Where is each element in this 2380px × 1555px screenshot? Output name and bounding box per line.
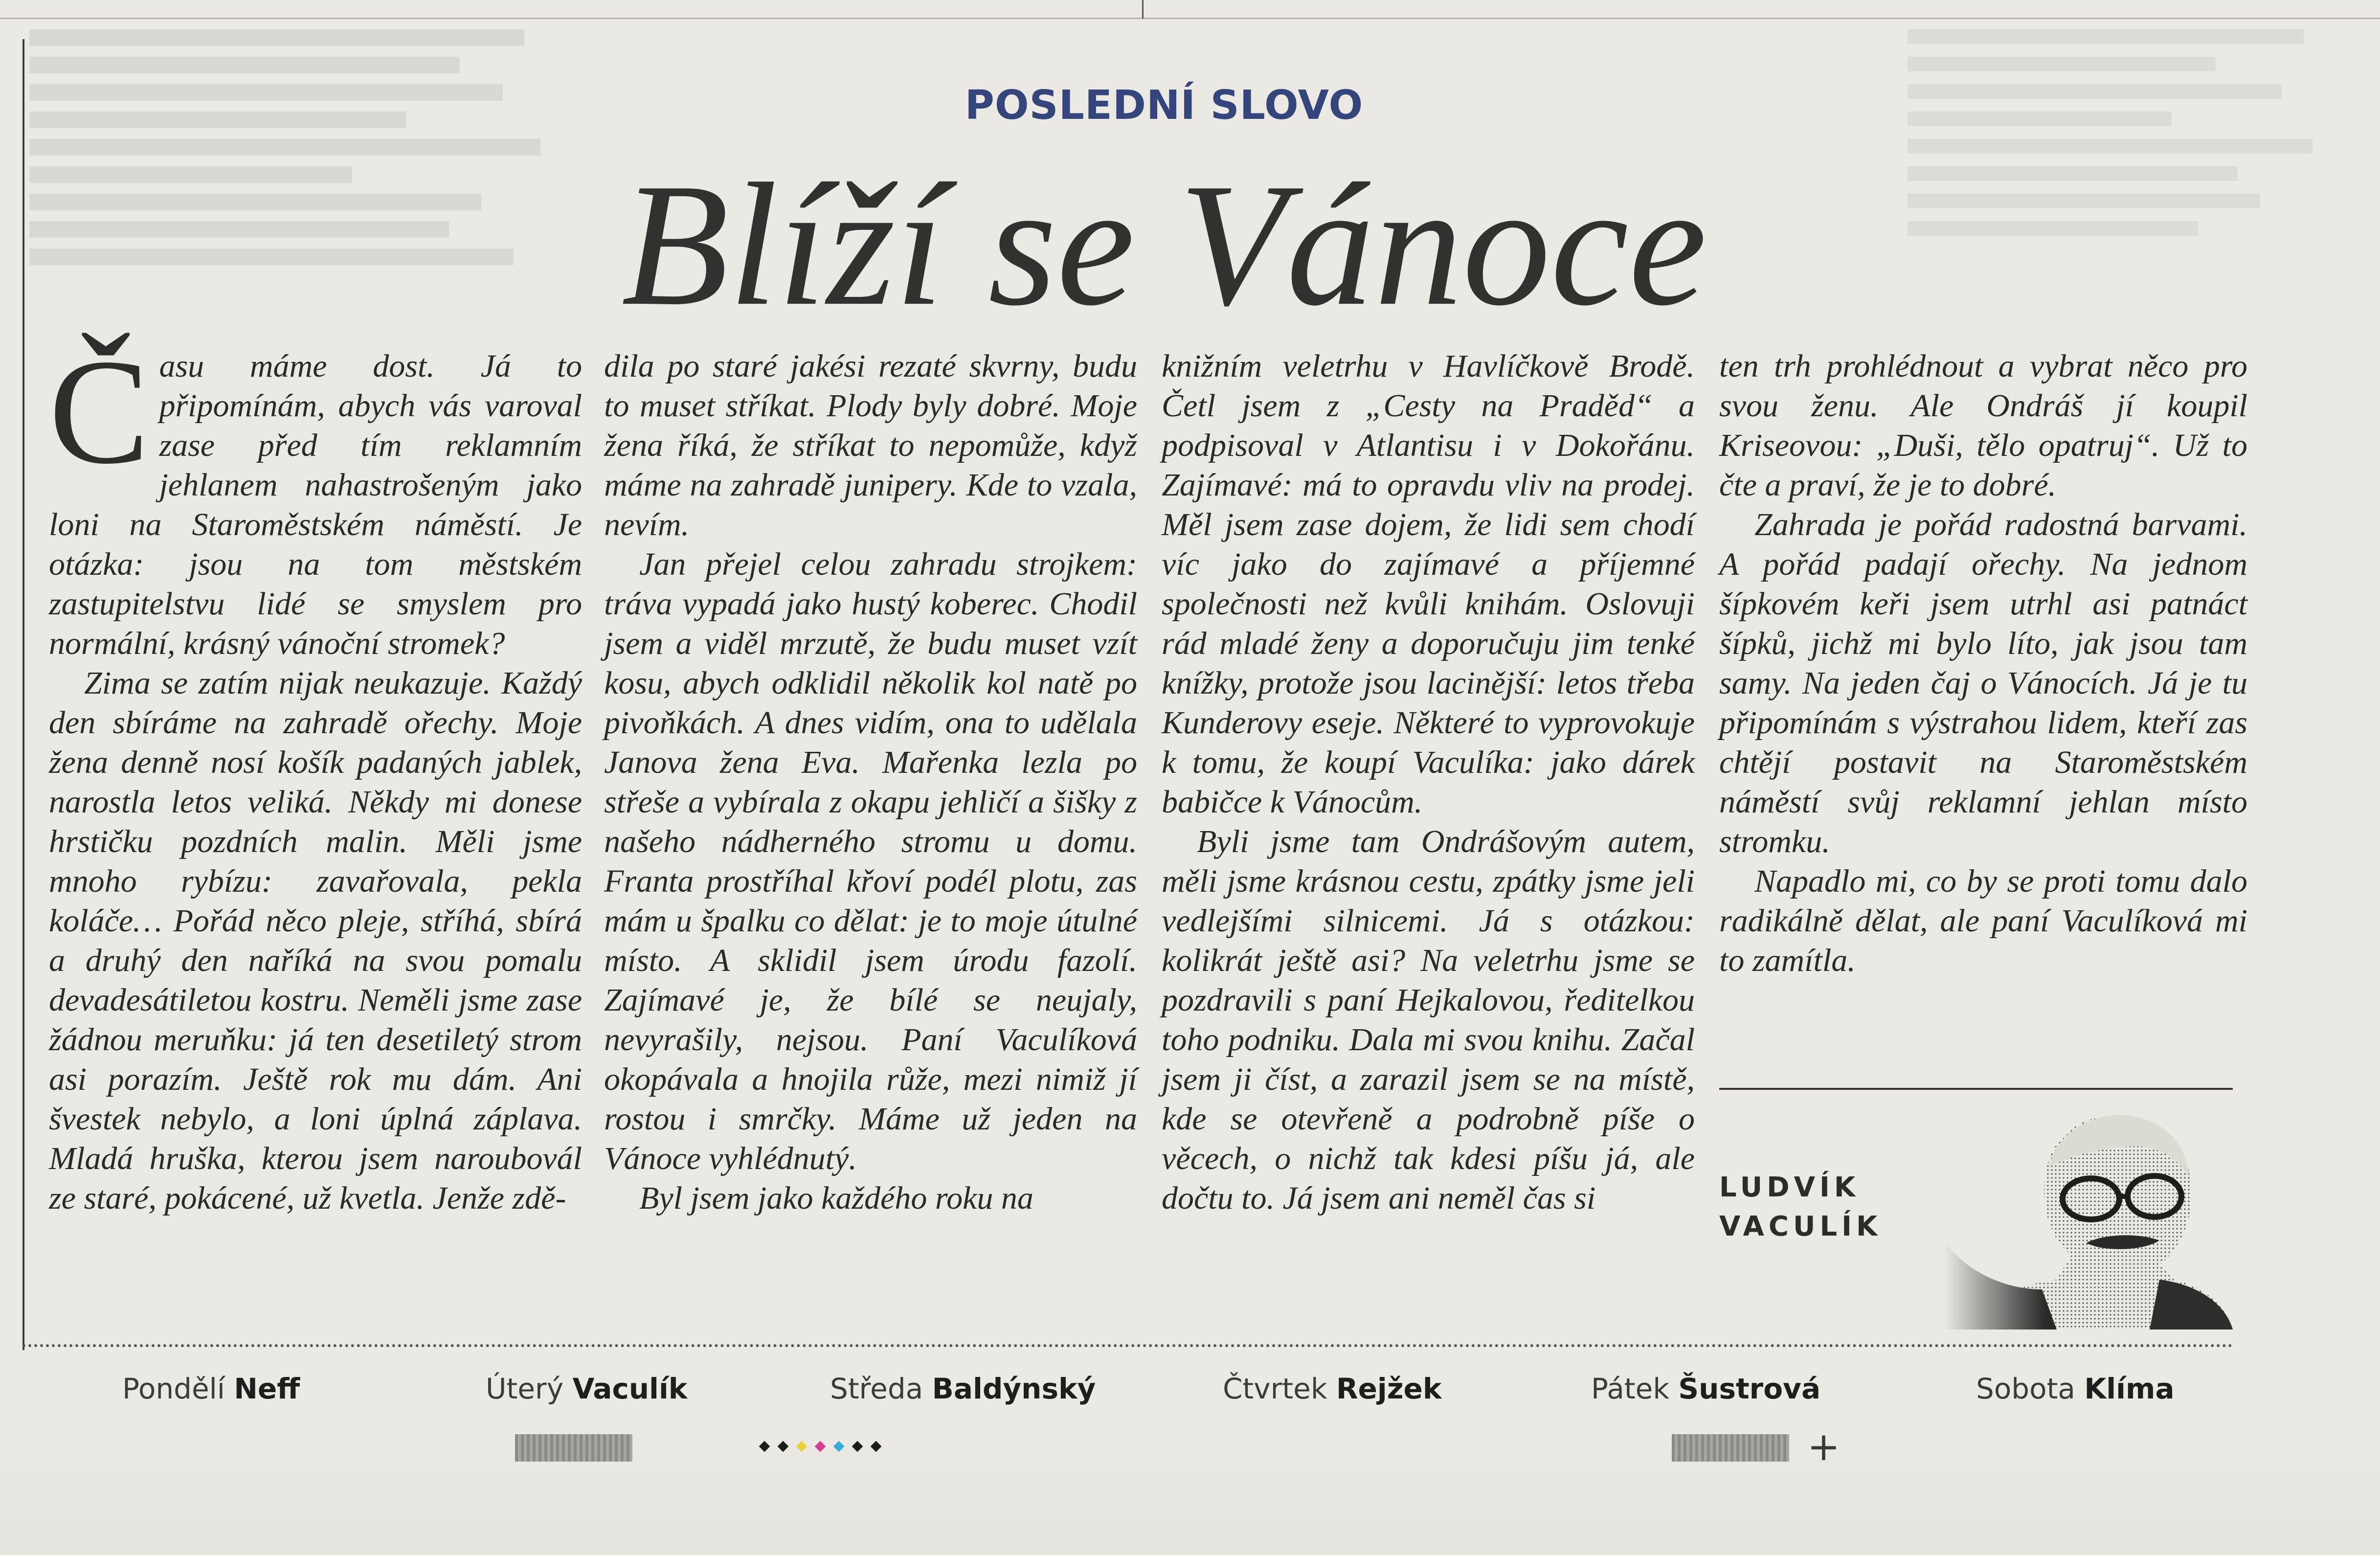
registration-dot-cyan <box>833 1441 845 1452</box>
article-paragraph: Jan přejel celou zahradu strojkem: tráva vypadá jako hustý koberec. Chodil jsem a viděl mrzutě, že budu muset vzít kosu, abych odklidil několik kol natě po pivoňkách. A dnes vidím, ona to udělala Janova žena Eva. Mařenka lezla po střeše a vybírala z okapu jehličí a šišky z našeho nádherného stromu u domu. Franta prostříhal křoví podél plotu, zas mám u špalku co dělat: je to moje útulné místo. A sklidil jsem úrodu fazolí. Zajímavé je, že bílé se neujaly, nevyrašily, nejsou. Paní Vaculíková okopávala a hnojila růže, mezi nimiž jí rostou i smrčky. Máme už jeden na Vánoce vyhlédnutý. <box>604 546 1137 1176</box>
top-border <box>0 0 2380 19</box>
top-column-tick <box>1142 0 1144 19</box>
article-paragraph: Byl jsem jako každého roku na <box>639 1180 1033 1216</box>
column-rubric: POSLEDNÍ SLOVO <box>965 82 1364 129</box>
weekday-columnists <box>0 1372 2380 1416</box>
article-column-1 <box>49 328 582 1218</box>
article-paragraph: dila po staré jakési rezaté skvrny, budu to muset stříkat. Plody byly dobré. Moje žena říká, že stříkat to nepomůže, když máme na zahradě junipery. Kde to vzala, nevím. <box>604 348 1137 542</box>
article-paragraph: ten trh prohlédnout a vybrat něco pro svou ženu. Ale Ondráš jí koupil Kriseovou: „Duši, tělo opatruj“. Už to čte a praví, že je to dobré. <box>1719 348 2247 503</box>
registration-dot-yellow <box>796 1441 808 1452</box>
print-color-marks <box>761 1429 880 1464</box>
weekday-item-tuesday: Úterý Vaculík <box>486 1372 688 1405</box>
author-name <box>1719 1168 1882 1246</box>
registration-dot-black <box>778 1441 789 1452</box>
article-paragraph: Napadlo mi, co by se proti tomu dalo radikálně dělat, ale paní Vaculíková mi to zamítla. <box>1719 863 2247 978</box>
footer-dotted-rule <box>22 1344 2233 1347</box>
left-column-rule <box>22 39 24 1350</box>
print-registration-bar-right <box>1672 1434 1789 1462</box>
article-column-3 <box>1162 346 1695 1218</box>
weekday-item-saturday: Sobota Klíma <box>1976 1372 2175 1405</box>
print-registration-bar-left <box>515 1434 632 1462</box>
article-column-4 <box>1719 346 2247 980</box>
article-paragraph: Byli jsme tam Ondrášovým autem, měli jsme krásnou cestu, zpátky jsme jeli vedlejšími silnicemi. Já s otázkou: kolikrát ještě asi? Na veletrhu jsme se pozdravili s paní Hejkalovou, ředitelkou toho podniku. Dala mi svou knihu. Začal jsem ji číst, a zarazil jsem se na místě, kde se otevřeně a podrobně píše o věcech, o nichž tak kdesi píšu já, ale dočtu to. Já jsem ani neměl čas si <box>1162 824 1695 1216</box>
author-first-name: LUDVÍK <box>1719 1172 1860 1203</box>
bleed-through-text-left <box>29 29 567 284</box>
registration-dot-black <box>852 1441 863 1452</box>
registration-dot-black <box>759 1441 770 1452</box>
weekday-item-wednesday: Středa Baldýnský <box>830 1372 1096 1405</box>
article-paragraph: Zima se zatím nijak neukazuje. Každý den sbíráme na zahradě ořechy. Moje žena denně nosí košík padaných jablek, narostla letos veliká. Někdy mi donese hrstičku pozdních malin. Měli jsme mnoho rybízu: zavařovala, pekla koláče… Pořád něco pleje, stříhá, sbírá a druhý den naříká na svou pomalu devadesátiletou kostru. Neměli jsme zase žádnou meruňku: já ten desetiletý strom asi porazím. Ještě rok mu dám. Ani švestek nebylo, a loni úplná záplava. Mladá hruška, kterou jsem naroubovál ze staré, pokácené, už kvetla. Jenže zdě- <box>49 665 582 1216</box>
author-portrait-image <box>1944 1094 2233 1330</box>
weekday-item-thursday: Čtvrtek Rejžek <box>1223 1372 1442 1405</box>
weekday-item-friday: Pátek Šustrová <box>1591 1372 1821 1405</box>
page-bottom-margin <box>0 1433 2380 1555</box>
article-paragraph: knižním veletrhu v Havlíčkově Brodě. Četl jsem z „Cesty na Praděd“ a podpisoval v Atlantisu i v Dokořánu. Zajímavé: má to opravdu vliv na prodej. Měl jsem zase dojem, že lidi sem chodí víc jako do zajímavé a příjemné společnosti než kvůli knihám. Oslovuji rád mladé ženy a doporučuju jim tenké knížky, protože jsou lacinější: letos třeba Kunderovy eseje. Některé to vyprovokuje k tomu, že koupí Vaculíka: jako dárek babičce k Vánocům. <box>1162 348 1695 820</box>
drop-cap: Č <box>49 328 150 495</box>
article-paragraph: Zahrada je pořád radostná barvami. A pořád padají ořechy. Na jednom šípkovém keři jsem utrhl asi patnáct šípků, jichž mi bylo líto, jak jsou tam samy. Na jeden čaj o Vánocích. Já je tu připomínám s výstrahou lidem, kteří zas chtějí postavit na Staroměstském náměstí svůj reklamní jehlan místo stromku. <box>1719 507 2247 859</box>
article-column-2 <box>604 346 1137 1218</box>
article-headline: Blíží se Vánoce <box>621 147 1707 342</box>
registration-dot-magenta <box>815 1441 826 1452</box>
bleed-through-text-right <box>1908 29 2348 274</box>
author-last-name: VACULÍK <box>1719 1211 1882 1242</box>
registration-dot-black <box>871 1441 882 1452</box>
article-paragraph: Času máme dost. Já to připomínám, abych vás varoval zase před tím reklamním jehlanem nahastrošeným jako loni na Staroměstském náměstí. Je otázka: jsou na tom městském zastupitelstvu lidé se smyslem pro normální, krásný vánoční stromek? <box>49 328 582 661</box>
author-box <box>1719 1088 2233 1330</box>
registration-cross-icon: + <box>1807 1424 1841 1469</box>
weekday-item-monday: Pondělí Neff <box>122 1372 300 1405</box>
